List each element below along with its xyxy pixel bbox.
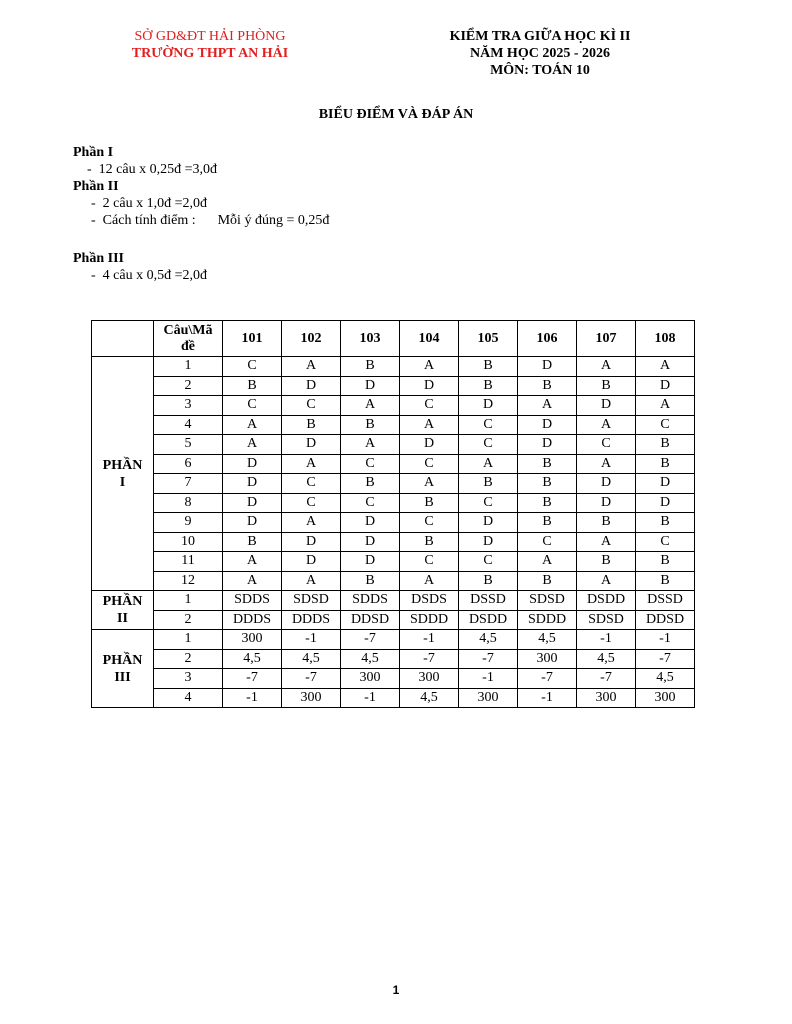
- answer-cell: D: [223, 474, 282, 494]
- answer-cell: -7: [282, 669, 341, 689]
- answer-cell: -7: [341, 630, 400, 650]
- answer-cell: B: [341, 474, 400, 494]
- answer-cell: D: [223, 513, 282, 533]
- part1-label-line2: I: [119, 474, 126, 490]
- part3-heading: Phần III: [73, 251, 124, 266]
- answer-cell: 300: [518, 649, 577, 669]
- answer-cell: A: [518, 396, 577, 416]
- answer-cell: D: [577, 396, 636, 416]
- part1-scoring: [73, 144, 217, 178]
- table-row: [92, 474, 695, 494]
- answer-cell: B: [518, 454, 577, 474]
- answer-cell: DDDS: [282, 610, 341, 630]
- answer-table-body: [92, 357, 695, 708]
- answer-cell: B: [518, 493, 577, 513]
- answer-cell: 300: [341, 669, 400, 689]
- answer-cell: SDSD: [282, 591, 341, 611]
- table-row: [92, 630, 695, 650]
- part3-item: [73, 267, 207, 284]
- part1-label-cell: [92, 357, 154, 591]
- exam-name: KIỂM TRA GIỮA HỌC KÌ II: [449, 29, 631, 44]
- answer-cell: B: [341, 357, 400, 377]
- blank-header-cell: [92, 321, 154, 357]
- answer-cell: -7: [577, 669, 636, 689]
- question-number-cell: 12: [154, 571, 223, 591]
- answer-cell: B: [400, 493, 459, 513]
- part2-label-cell: [92, 591, 154, 630]
- part1-heading: Phần I: [73, 145, 114, 160]
- table-row: [92, 435, 695, 455]
- answer-cell: A: [341, 435, 400, 455]
- answer-cell: DSSD: [636, 591, 695, 611]
- code-header: 107: [577, 321, 636, 357]
- answer-cell: 300: [636, 688, 695, 708]
- answer-cell: 4,5: [341, 649, 400, 669]
- answer-cell: D: [223, 493, 282, 513]
- code-header: 106: [518, 321, 577, 357]
- answer-cell: B: [636, 552, 695, 572]
- answer-cell: D: [636, 493, 695, 513]
- answer-cell: B: [223, 376, 282, 396]
- answer-cell: -1: [577, 630, 636, 650]
- answer-cell: B: [282, 415, 341, 435]
- answer-cell: A: [636, 396, 695, 416]
- answer-cell: A: [518, 552, 577, 572]
- answer-cell: D: [518, 357, 577, 377]
- answer-cell: A: [577, 532, 636, 552]
- answer-cell: DSSD: [459, 591, 518, 611]
- answer-cell: -1: [223, 688, 282, 708]
- question-number-cell: 2: [154, 649, 223, 669]
- answer-cell: D: [518, 415, 577, 435]
- answer-cell: C: [459, 415, 518, 435]
- answer-cell: A: [636, 357, 695, 377]
- answer-cell: D: [518, 435, 577, 455]
- answer-cell: A: [577, 571, 636, 591]
- answer-cell: B: [459, 571, 518, 591]
- answer-cell: D: [282, 435, 341, 455]
- question-number-cell: 9: [154, 513, 223, 533]
- answer-cell: A: [459, 454, 518, 474]
- part3-label-line2: III: [114, 669, 131, 685]
- table-row: [92, 591, 695, 611]
- answer-cell: 4,5: [518, 630, 577, 650]
- school-year: NĂM HỌC 2025 - 2026: [470, 46, 610, 61]
- answer-cell: B: [577, 552, 636, 572]
- answer-cell: A: [282, 513, 341, 533]
- answer-cell: 300: [282, 688, 341, 708]
- answer-cell: 300: [577, 688, 636, 708]
- question-number-cell: 5: [154, 435, 223, 455]
- answer-cell: C: [341, 493, 400, 513]
- answer-cell: D: [282, 376, 341, 396]
- answer-cell: D: [282, 552, 341, 572]
- answer-cell: A: [400, 415, 459, 435]
- answer-cell: A: [223, 435, 282, 455]
- part3-item-text: 4 câu x 0,5đ =2,0đ: [102, 268, 207, 283]
- answer-cell: A: [223, 415, 282, 435]
- answer-cell: B: [518, 571, 577, 591]
- bullet-dash: -: [91, 213, 96, 228]
- answer-cell: B: [459, 376, 518, 396]
- answer-cell: -1: [400, 630, 459, 650]
- answer-cell: D: [341, 552, 400, 572]
- answer-cell: 300: [459, 688, 518, 708]
- answer-cell: A: [577, 454, 636, 474]
- code-header: 104: [400, 321, 459, 357]
- question-number-cell: 4: [154, 688, 223, 708]
- page-title: BIỂU ĐIỂM VÀ ĐÁP ÁN: [318, 107, 474, 122]
- answer-cell: C: [459, 493, 518, 513]
- answer-cell: -7: [459, 649, 518, 669]
- answer-cell: A: [341, 396, 400, 416]
- answer-cell: DSDS: [400, 591, 459, 611]
- part3-scoring: [73, 250, 207, 284]
- answer-cell: 4,5: [400, 688, 459, 708]
- corner-line2: đề: [181, 338, 195, 354]
- table-row: [92, 669, 695, 689]
- answer-cell: A: [282, 571, 341, 591]
- answer-cell: -1: [518, 688, 577, 708]
- answer-cell: C: [400, 454, 459, 474]
- answer-cell: DDSD: [636, 610, 695, 630]
- part2-label-line2: II: [117, 611, 128, 626]
- answer-cell: C: [459, 552, 518, 572]
- answer-cell: C: [400, 552, 459, 572]
- subject: MÔN: TOÁN 10: [490, 63, 590, 78]
- part2-item2: [73, 212, 329, 229]
- answer-cell: -1: [341, 688, 400, 708]
- answer-cell: C: [636, 532, 695, 552]
- answer-cell: B: [577, 513, 636, 533]
- question-number-cell: 11: [154, 552, 223, 572]
- exam-header: [420, 28, 660, 79]
- answer-cell: B: [341, 415, 400, 435]
- part2-item2-value: Mỗi ý đúng = 0,25đ: [217, 213, 330, 228]
- question-code-header: [154, 321, 223, 357]
- answer-cell: B: [341, 571, 400, 591]
- answer-cell: A: [400, 571, 459, 591]
- answer-cell: -7: [518, 669, 577, 689]
- answer-cell: C: [400, 396, 459, 416]
- answer-cell: C: [577, 435, 636, 455]
- question-number-cell: 1: [154, 591, 223, 611]
- answer-cell: -1: [282, 630, 341, 650]
- answer-cell: 300: [400, 669, 459, 689]
- part2-scoring: [73, 178, 329, 229]
- table-row: [92, 493, 695, 513]
- answer-cell: 4,5: [223, 649, 282, 669]
- answer-cell: A: [400, 474, 459, 494]
- answer-cell: 4,5: [636, 669, 695, 689]
- answer-cell: 4,5: [577, 649, 636, 669]
- answer-cell: C: [223, 396, 282, 416]
- table-row: [92, 396, 695, 416]
- bullet-dash: -: [91, 196, 96, 211]
- part2-item2-label: Cách tính điểm :: [102, 213, 196, 228]
- answer-cell: D: [577, 474, 636, 494]
- answer-cell: C: [636, 415, 695, 435]
- department-name: SỞ GD&ĐT HẢI PHÒNG: [134, 29, 286, 44]
- answer-cell: C: [282, 396, 341, 416]
- answer-cell: D: [459, 513, 518, 533]
- answer-cell: B: [636, 513, 695, 533]
- part1-item-text: 12 câu x 0,25đ =3,0đ: [98, 162, 217, 177]
- answer-key-table: [91, 320, 695, 708]
- answer-cell: A: [223, 552, 282, 572]
- answer-cell: B: [518, 474, 577, 494]
- answer-cell: C: [518, 532, 577, 552]
- table-row: [92, 513, 695, 533]
- answer-cell: A: [577, 415, 636, 435]
- code-header: 108: [636, 321, 695, 357]
- question-number-cell: 1: [154, 630, 223, 650]
- corner-line1: Câu\Mã: [163, 322, 213, 338]
- answer-cell: B: [459, 474, 518, 494]
- code-header: 102: [282, 321, 341, 357]
- school-header: [110, 28, 310, 62]
- answer-cell: D: [577, 493, 636, 513]
- answer-cell: SDSD: [518, 591, 577, 611]
- answer-cell: A: [223, 571, 282, 591]
- code-header: 105: [459, 321, 518, 357]
- table-row: [92, 688, 695, 708]
- answer-cell: B: [518, 376, 577, 396]
- code-header: 101: [223, 321, 282, 357]
- answer-cell: D: [400, 376, 459, 396]
- answer-cell: SDDS: [223, 591, 282, 611]
- answer-cell: D: [341, 513, 400, 533]
- answer-cell: D: [223, 454, 282, 474]
- table-row: [92, 532, 695, 552]
- answer-cell: -1: [459, 669, 518, 689]
- answer-cell: SDSD: [577, 610, 636, 630]
- question-number-cell: 10: [154, 532, 223, 552]
- bullet-dash: -: [87, 162, 92, 177]
- answer-cell: B: [400, 532, 459, 552]
- part2-label-line1: PHẦN: [102, 594, 143, 609]
- table-header-row: [92, 321, 695, 357]
- answer-cell: D: [341, 376, 400, 396]
- table-row: [92, 454, 695, 474]
- answer-cell: D: [341, 532, 400, 552]
- answer-cell: A: [577, 357, 636, 377]
- answer-cell: 300: [223, 630, 282, 650]
- answer-cell: C: [400, 513, 459, 533]
- answer-cell: 4,5: [282, 649, 341, 669]
- question-number-cell: 6: [154, 454, 223, 474]
- answer-cell: D: [459, 532, 518, 552]
- question-number-cell: 2: [154, 376, 223, 396]
- answer-cell: C: [341, 454, 400, 474]
- answer-cell: DSDD: [459, 610, 518, 630]
- table-row: [92, 357, 695, 377]
- answer-cell: DSDD: [577, 591, 636, 611]
- page-number: 1: [392, 983, 400, 997]
- answer-cell: SDDS: [341, 591, 400, 611]
- answer-cell: SDDD: [518, 610, 577, 630]
- part2-heading: Phần II: [73, 179, 119, 194]
- answer-cell: B: [459, 357, 518, 377]
- table-row: [92, 610, 695, 630]
- answer-cell: C: [459, 435, 518, 455]
- question-number-cell: 3: [154, 669, 223, 689]
- answer-cell: C: [282, 474, 341, 494]
- table-row: [92, 649, 695, 669]
- table-row: [92, 552, 695, 572]
- answer-cell: D: [459, 396, 518, 416]
- answer-cell: -1: [636, 630, 695, 650]
- question-number-cell: 2: [154, 610, 223, 630]
- answer-cell: D: [636, 376, 695, 396]
- answer-cell: -7: [400, 649, 459, 669]
- school-name: TRƯỜNG THPT AN HẢI: [131, 46, 289, 61]
- answer-cell: C: [282, 493, 341, 513]
- answer-cell: C: [223, 357, 282, 377]
- answer-cell: B: [636, 571, 695, 591]
- answer-cell: DDDS: [223, 610, 282, 630]
- answer-cell: A: [400, 357, 459, 377]
- question-number-cell: 3: [154, 396, 223, 416]
- answer-cell: D: [282, 532, 341, 552]
- part2-item1-text: 2 câu x 1,0đ =2,0đ: [102, 196, 207, 211]
- answer-cell: B: [636, 454, 695, 474]
- answer-cell: -7: [636, 649, 695, 669]
- question-number-cell: 8: [154, 493, 223, 513]
- answer-cell: SDDD: [400, 610, 459, 630]
- answer-cell: 4,5: [459, 630, 518, 650]
- answer-cell: DDSD: [341, 610, 400, 630]
- bullet-dash: -: [91, 268, 96, 283]
- part1-label-line1: PHẦN: [102, 457, 143, 473]
- question-number-cell: 1: [154, 357, 223, 377]
- answer-cell: B: [636, 435, 695, 455]
- question-number-cell: 4: [154, 415, 223, 435]
- answer-cell: B: [518, 513, 577, 533]
- table-row: [92, 415, 695, 435]
- table-row: [92, 571, 695, 591]
- part2-item1: [73, 195, 329, 212]
- code-header: 103: [341, 321, 400, 357]
- answer-cell: A: [282, 454, 341, 474]
- answer-cell: D: [636, 474, 695, 494]
- part3-label-cell: [92, 630, 154, 708]
- question-number-cell: 7: [154, 474, 223, 494]
- answer-cell: A: [282, 357, 341, 377]
- answer-cell: D: [400, 435, 459, 455]
- part3-label-line1: PHẦN: [102, 652, 143, 668]
- answer-cell: B: [223, 532, 282, 552]
- part1-item: [73, 161, 217, 178]
- table-row: [92, 376, 695, 396]
- answer-cell: -7: [223, 669, 282, 689]
- answer-cell: B: [577, 376, 636, 396]
